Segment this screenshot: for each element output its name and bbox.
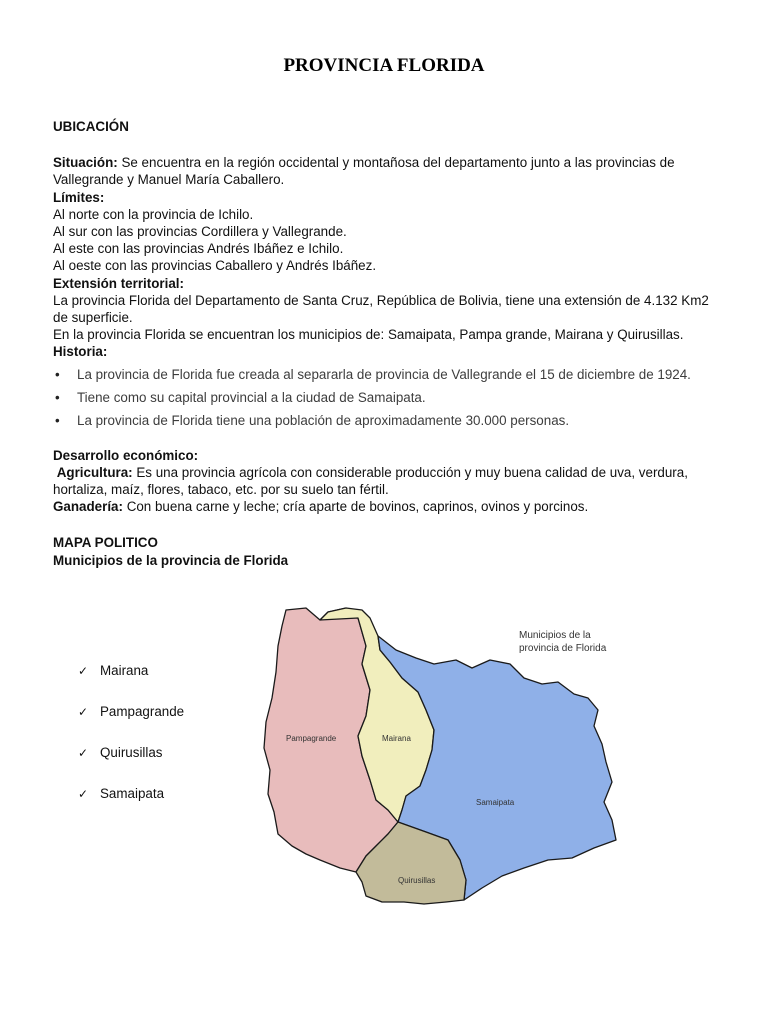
- municipio-name: Samaipata: [100, 786, 165, 801]
- spacer: [53, 435, 723, 447]
- limite-norte: Al norte con la provincia de Ichilo.: [53, 206, 254, 222]
- label-pampagrande: Pampagrande: [286, 734, 337, 743]
- ganaderia-label: Ganadería:: [53, 499, 123, 515]
- ubicacion-heading: UBICACIÓN: [53, 119, 129, 134]
- situacion-text: Se encuentra en la región occidental y montañosa del departamento junto a las provincias de Vallegrande y Manuel María Caballero.: [53, 155, 675, 188]
- spacer: [53, 135, 723, 154]
- limites-label: Límites:: [53, 189, 105, 205]
- ganaderia-paragraph: [53, 498, 723, 515]
- limite-oeste: Al oeste con las provincias Caballero y Andrés Ibáñez.: [53, 258, 377, 274]
- limite-sur: Al sur con las provincias Cordillera y Vallegrande.: [53, 224, 347, 240]
- checkmark-icon: ✓: [78, 746, 89, 760]
- list-item: [53, 412, 723, 429]
- extension-label: Extensión territorial:: [53, 275, 184, 291]
- bullet-icon: •: [55, 366, 60, 382]
- ganaderia-text: Con buena carne y leche; cría aparte de bovinos, caprinos, ovinos y porcinos.: [122, 499, 589, 515]
- spacer: [53, 515, 723, 534]
- extension-text: La provincia Florida del Departamento de Santa Cruz, República de Bolivia, tiene una extensión de 4.132 Km2 de superficie.: [53, 292, 709, 326]
- municipio-name: Mairana: [100, 663, 149, 678]
- mapa-heading: MAPA POLITICO: [53, 535, 158, 551]
- list-item: [78, 744, 184, 785]
- agricultura-paragraph: [53, 464, 723, 498]
- historia-label: Historia:: [53, 344, 108, 360]
- municipio-name: Quirusillas: [100, 745, 163, 760]
- limite-este: Al este con las provincias Andrés Ibáñez e Ichilo.: [53, 241, 344, 257]
- document-body: [53, 118, 723, 569]
- list-item: [78, 703, 184, 744]
- municipio-name: Pampagrande: [100, 704, 185, 719]
- checkmark-icon: ✓: [78, 787, 89, 801]
- historia-item-text: La provincia de Florida fue creada al separarla de provincia de Vallegrande el 15 de diciembre de 1924.: [77, 366, 691, 382]
- desarrollo-heading: Desarrollo económico:: [53, 447, 199, 463]
- agricultura-label: Agricultura:: [56, 464, 133, 480]
- situacion-label: Situación:: [53, 155, 118, 171]
- list-item: [78, 662, 184, 703]
- historia-item-text: La provincia de Florida tiene una población de aproximadamente 30.000 personas.: [77, 412, 570, 428]
- historia-item-text: Tiene como su capital provincial a la ciudad de Samaipata.: [77, 389, 426, 405]
- bullet-icon: •: [55, 389, 60, 405]
- checkmark-icon: ✓: [78, 705, 89, 719]
- map-legend-line: Municipios de la: [519, 630, 591, 641]
- historia-list: [53, 366, 723, 429]
- label-samaipata: Samaipata: [476, 798, 515, 807]
- list-item: [53, 389, 723, 406]
- municipios-text: En la provincia Florida se encuentran los municipios de: Samaipata, Pampa grande, Mairana y Quirusillas.: [53, 327, 684, 343]
- map-legend-line: provincia de Florida: [519, 643, 607, 654]
- situacion-paragraph: [53, 154, 723, 188]
- label-mairana: Mairana: [382, 734, 411, 743]
- list-item: [78, 785, 184, 826]
- map-legend: [519, 629, 659, 655]
- agricultura-text: Es una provincia agrícola con considerable producción y muy buena calidad de uva, verdura, hortaliza, maíz, flores, tabaco, etc. por su suelo tan fértil.: [53, 464, 688, 498]
- page-title: PROVINCIA FLORIDA: [283, 55, 485, 76]
- mapa-subheading: Municipios de la provincia de Florida: [53, 552, 289, 568]
- list-item: [53, 366, 723, 383]
- bullet-icon: •: [55, 412, 60, 428]
- label-quirusillas: Quirusillas: [398, 876, 436, 885]
- municipios-checklist: [78, 662, 184, 826]
- checkmark-icon: ✓: [78, 664, 89, 678]
